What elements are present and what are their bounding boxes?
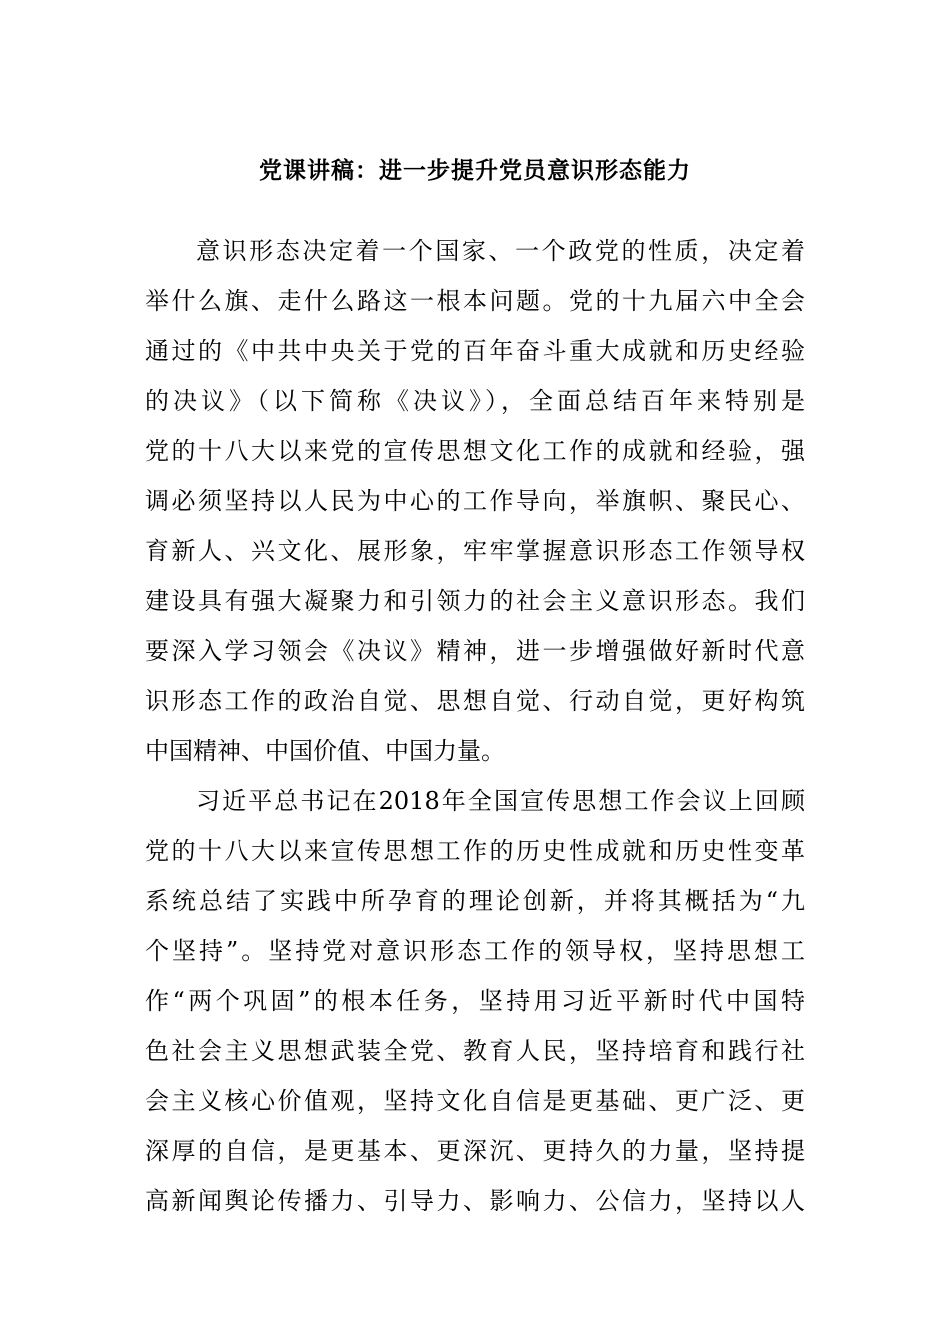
- paragraph-line: 系统总结了实践中所孕育的理论创新，并将其概括为“九: [145, 887, 805, 915]
- paragraph-line: 的决议》（以下简称《决议》），全面总结百年来特别是: [145, 387, 805, 415]
- paragraph-line: 党的十八大以来宣传思想工作的历史性成就和历史性变革: [145, 837, 805, 865]
- paragraph-line: 党的十八大以来党的宣传思想文化工作的成就和经验，强: [145, 437, 805, 465]
- paragraph-line: 育新人、兴文化、展形象，牢牢掌握意识形态工作领导权: [145, 537, 805, 565]
- paragraph-line: 习近平总书记在2018年全国宣传思想工作会议上回顾: [196, 787, 805, 815]
- paragraph-line: 会主义核心价值观，坚持文化自信是更基础、更广泛、更: [145, 1087, 805, 1115]
- paragraph-line: 高新闻舆论传播力、引导力、影响力、公信力，坚持以人: [145, 1187, 805, 1215]
- paragraph-line: 识形态工作的政治自觉、思想自觉、行动自觉，更好构筑: [145, 687, 805, 715]
- paragraph-line: 举什么旗、走什么路这一根本问题。党的十九届六中全会: [145, 287, 805, 315]
- paragraph-line: 要深入学习领会《决议》精神，进一步增强做好新时代意: [145, 637, 805, 665]
- paragraph-line: 色社会主义思想武装全党、教育人民，坚持培育和践行社: [145, 1037, 805, 1065]
- paragraph-line: 调必须坚持以人民为中心的工作导向，举旗帜、聚民心、: [145, 487, 805, 515]
- paragraph-line: 建设具有强大凝聚力和引领力的社会主义意识形态。我们: [145, 587, 805, 615]
- paragraph-line: 意识形态决定着一个国家、一个政党的性质，决定着: [196, 237, 805, 265]
- paragraph-line: 作“两个巩固”的根本任务，坚持用习近平新时代中国特: [145, 987, 805, 1015]
- document-title: 党课讲稿：进一步提升党员意识形态能力: [259, 157, 691, 184]
- paragraph-line: 通过的《中共中央关于党的百年奋斗重大成就和历史经验: [145, 337, 805, 365]
- paragraph-line: 中国精神、中国价值、中国力量。: [145, 737, 505, 765]
- paragraph-line: 深厚的自信，是更基本、更深沉、更持久的力量，坚持提: [145, 1137, 805, 1165]
- paragraph-line: 个坚持”。坚持党对意识形态工作的领导权，坚持思想工: [145, 937, 805, 965]
